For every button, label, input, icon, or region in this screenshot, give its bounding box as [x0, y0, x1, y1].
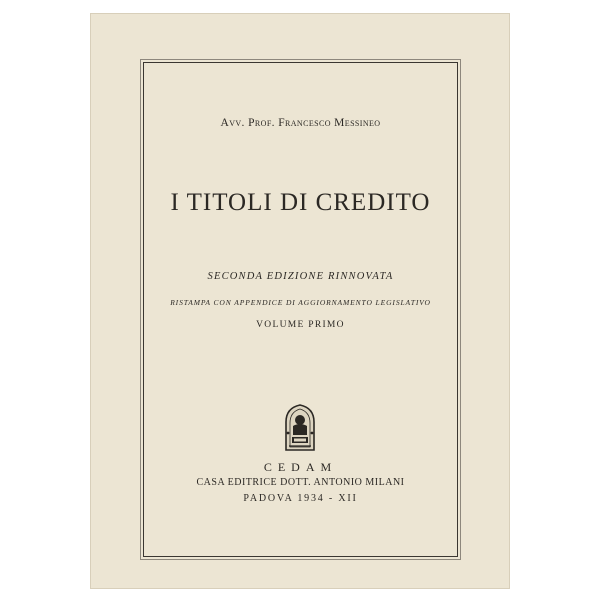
edition-line: SECONDA EDIZIONE RINNOVATA — [207, 271, 394, 282]
publishing-house: CASA EDITRICE DOTT. ANTONIO MILANI — [196, 477, 405, 488]
place-and-date: PADOVA 1934 - XII — [243, 493, 358, 504]
publisher-name: CEDAM — [263, 460, 338, 474]
book-title: I TITOLI DI CREDITO — [170, 189, 431, 216]
cover-frame — [143, 62, 458, 557]
book-cover — [90, 13, 510, 589]
volume-label: VOLUME PRIMO — [256, 320, 345, 330]
author-line: Avv. Prof. Francesco Messineo — [220, 117, 381, 129]
publisher-emblem-icon — [280, 402, 320, 452]
reprint-note: RISTAMPA CON APPENDICE DI AGGIORNAMENTO LEGISLATIVO — [170, 298, 431, 307]
